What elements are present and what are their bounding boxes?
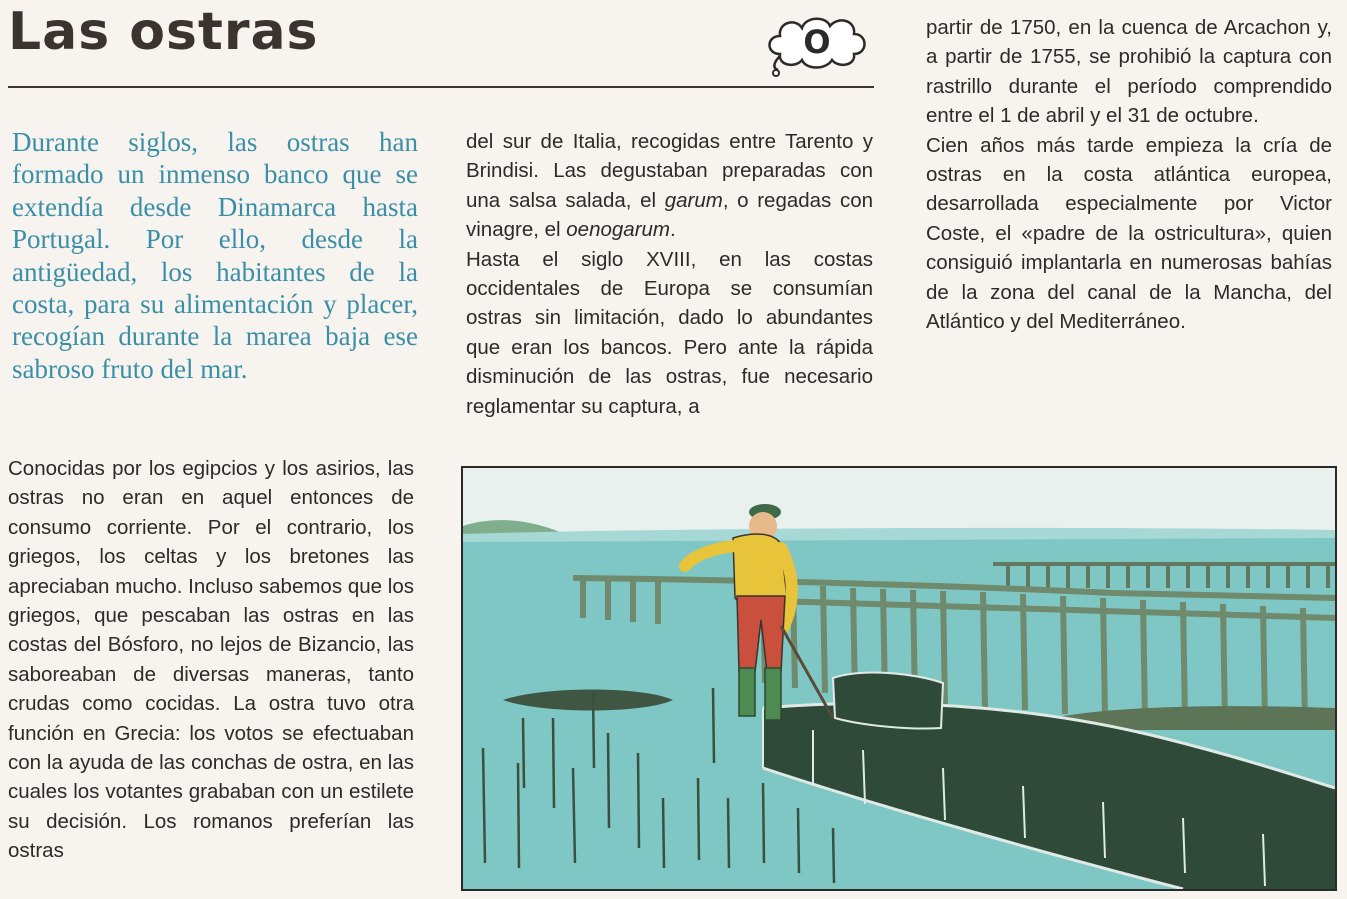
column2-text: del sur de Italia, recogidas entre Tarento y Brindisi. Las degustaban preparadas con una salsa salada, el [466, 130, 873, 212]
oyster-farm-scene [463, 468, 1335, 889]
garum-term: garum [664, 188, 723, 212]
body-column-3 [926, 13, 1332, 336]
column2-paragraph-2: Hasta el siglo XVIII, en las costas occidentales de Europa se consumían ostras sin limitación, dado lo abundantes que eran los bancos. Pero ante la rápida disminución de las ostras, fue necesario reglamentar su captura, a [466, 247, 873, 418]
badge-letter: O [803, 23, 831, 61]
intro-paragraph: Durante siglos, las ostras han formado un inmenso banco que se extendía desde Dinamarca hasta Portugal. Por ello, desde la antigüedad, los habitantes de la costa, para su alimentación y placer, recogían durante la marea baja ese sabroso fruto del mar. [12, 127, 418, 384]
column3-paragraph-1: partir de 1750, en la cuenca de Arcachon y, a partir de 1755, se prohibió la captura con rastrillo durante el período comprendido entre el 1 de abril y el 31 de octubre. [926, 16, 1332, 128]
column2-paragraph-1 [466, 127, 873, 245]
column2-text: . [670, 218, 676, 242]
column1-paragraph: Conocidas por los egipcios y los asirios, las ostras no eran en aquel entonces de consumo corriente. Por el contrario, los griegos, los celtas y los bretones las apreciaban mucho. Incluso sabemos que los griegos, que pescaban las ostras en las costas del Bósforo, no lejos de Bizancio, las saboreaban de diversas maneras, tanto crudas como cocidas. La ostra tuvo otra función en Grecia: los votos se efectuaban con la ayuda de las conchas de ostra, en las cuales los votantes grababan con un estilete su decisión. Los romanos preferían las ostras [8, 457, 414, 863]
cloud-letter-badge [762, 10, 872, 78]
body-column-2 [466, 127, 873, 421]
column3-paragraph-2: Cien años más tarde empieza la cría de ostras en la costa atlántica europea, desarrollada especialmente por Victor Coste, el «padre de la ostricultura», quien consiguió implantarla en numerosas bahías de la zona del canal de la Mancha, del Atlántico y del Mediterráneo. [926, 133, 1332, 334]
column2-text: , o regadas con vinagre, el [466, 188, 873, 242]
oenogarum-term: oenogarum [566, 218, 670, 242]
title-rule [8, 86, 874, 88]
page-title: Las ostras [8, 2, 319, 62]
oyster-farm-illustration [461, 466, 1337, 891]
body-column-1 [8, 454, 414, 866]
